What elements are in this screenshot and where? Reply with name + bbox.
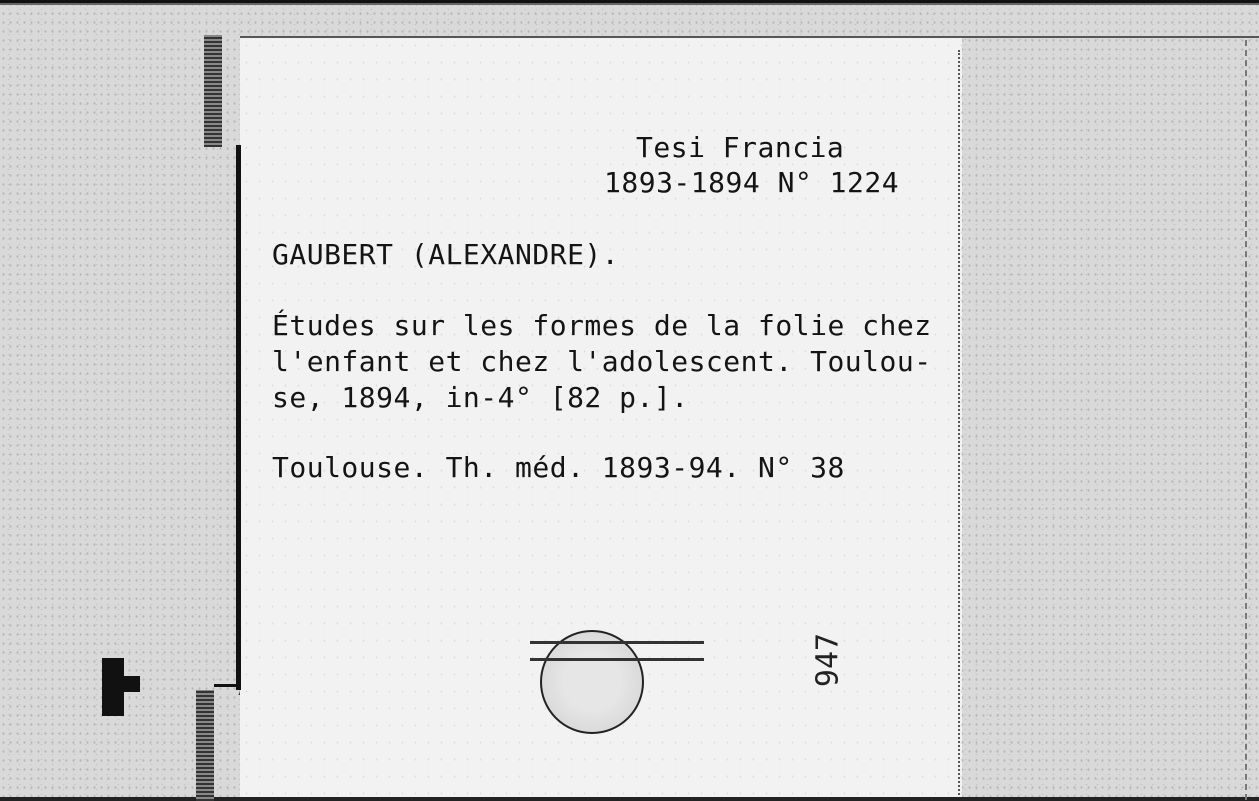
title-line: se, 1894, in-4° [82 p.]. [272, 381, 689, 414]
card-left-edge [236, 145, 241, 690]
collection-number: 1893-1894 N° 1224 [604, 166, 900, 199]
card-tab-lower [196, 690, 214, 801]
next-card-edge [1245, 40, 1253, 800]
title-line: l'enfant et chez l'adolescent. Toulou- [272, 345, 932, 378]
author-heading: GAUBERT (ALEXANDRE). [272, 238, 620, 271]
top-border [0, 0, 1259, 8]
thesis-note: Toulouse. Th. méd. 1893-94. N° 38 [272, 451, 845, 484]
card-tab-upper [204, 35, 222, 147]
card-right-edge [958, 50, 962, 795]
collection-heading: Tesi Francia [636, 131, 845, 164]
drawer-letter-f-mark [96, 658, 142, 716]
struck-out-number [530, 641, 704, 661]
title-line: Études sur les formes de la folie chez [272, 309, 932, 342]
vertical-card-number: 947 [810, 632, 846, 688]
card-top-edge [240, 36, 1259, 38]
